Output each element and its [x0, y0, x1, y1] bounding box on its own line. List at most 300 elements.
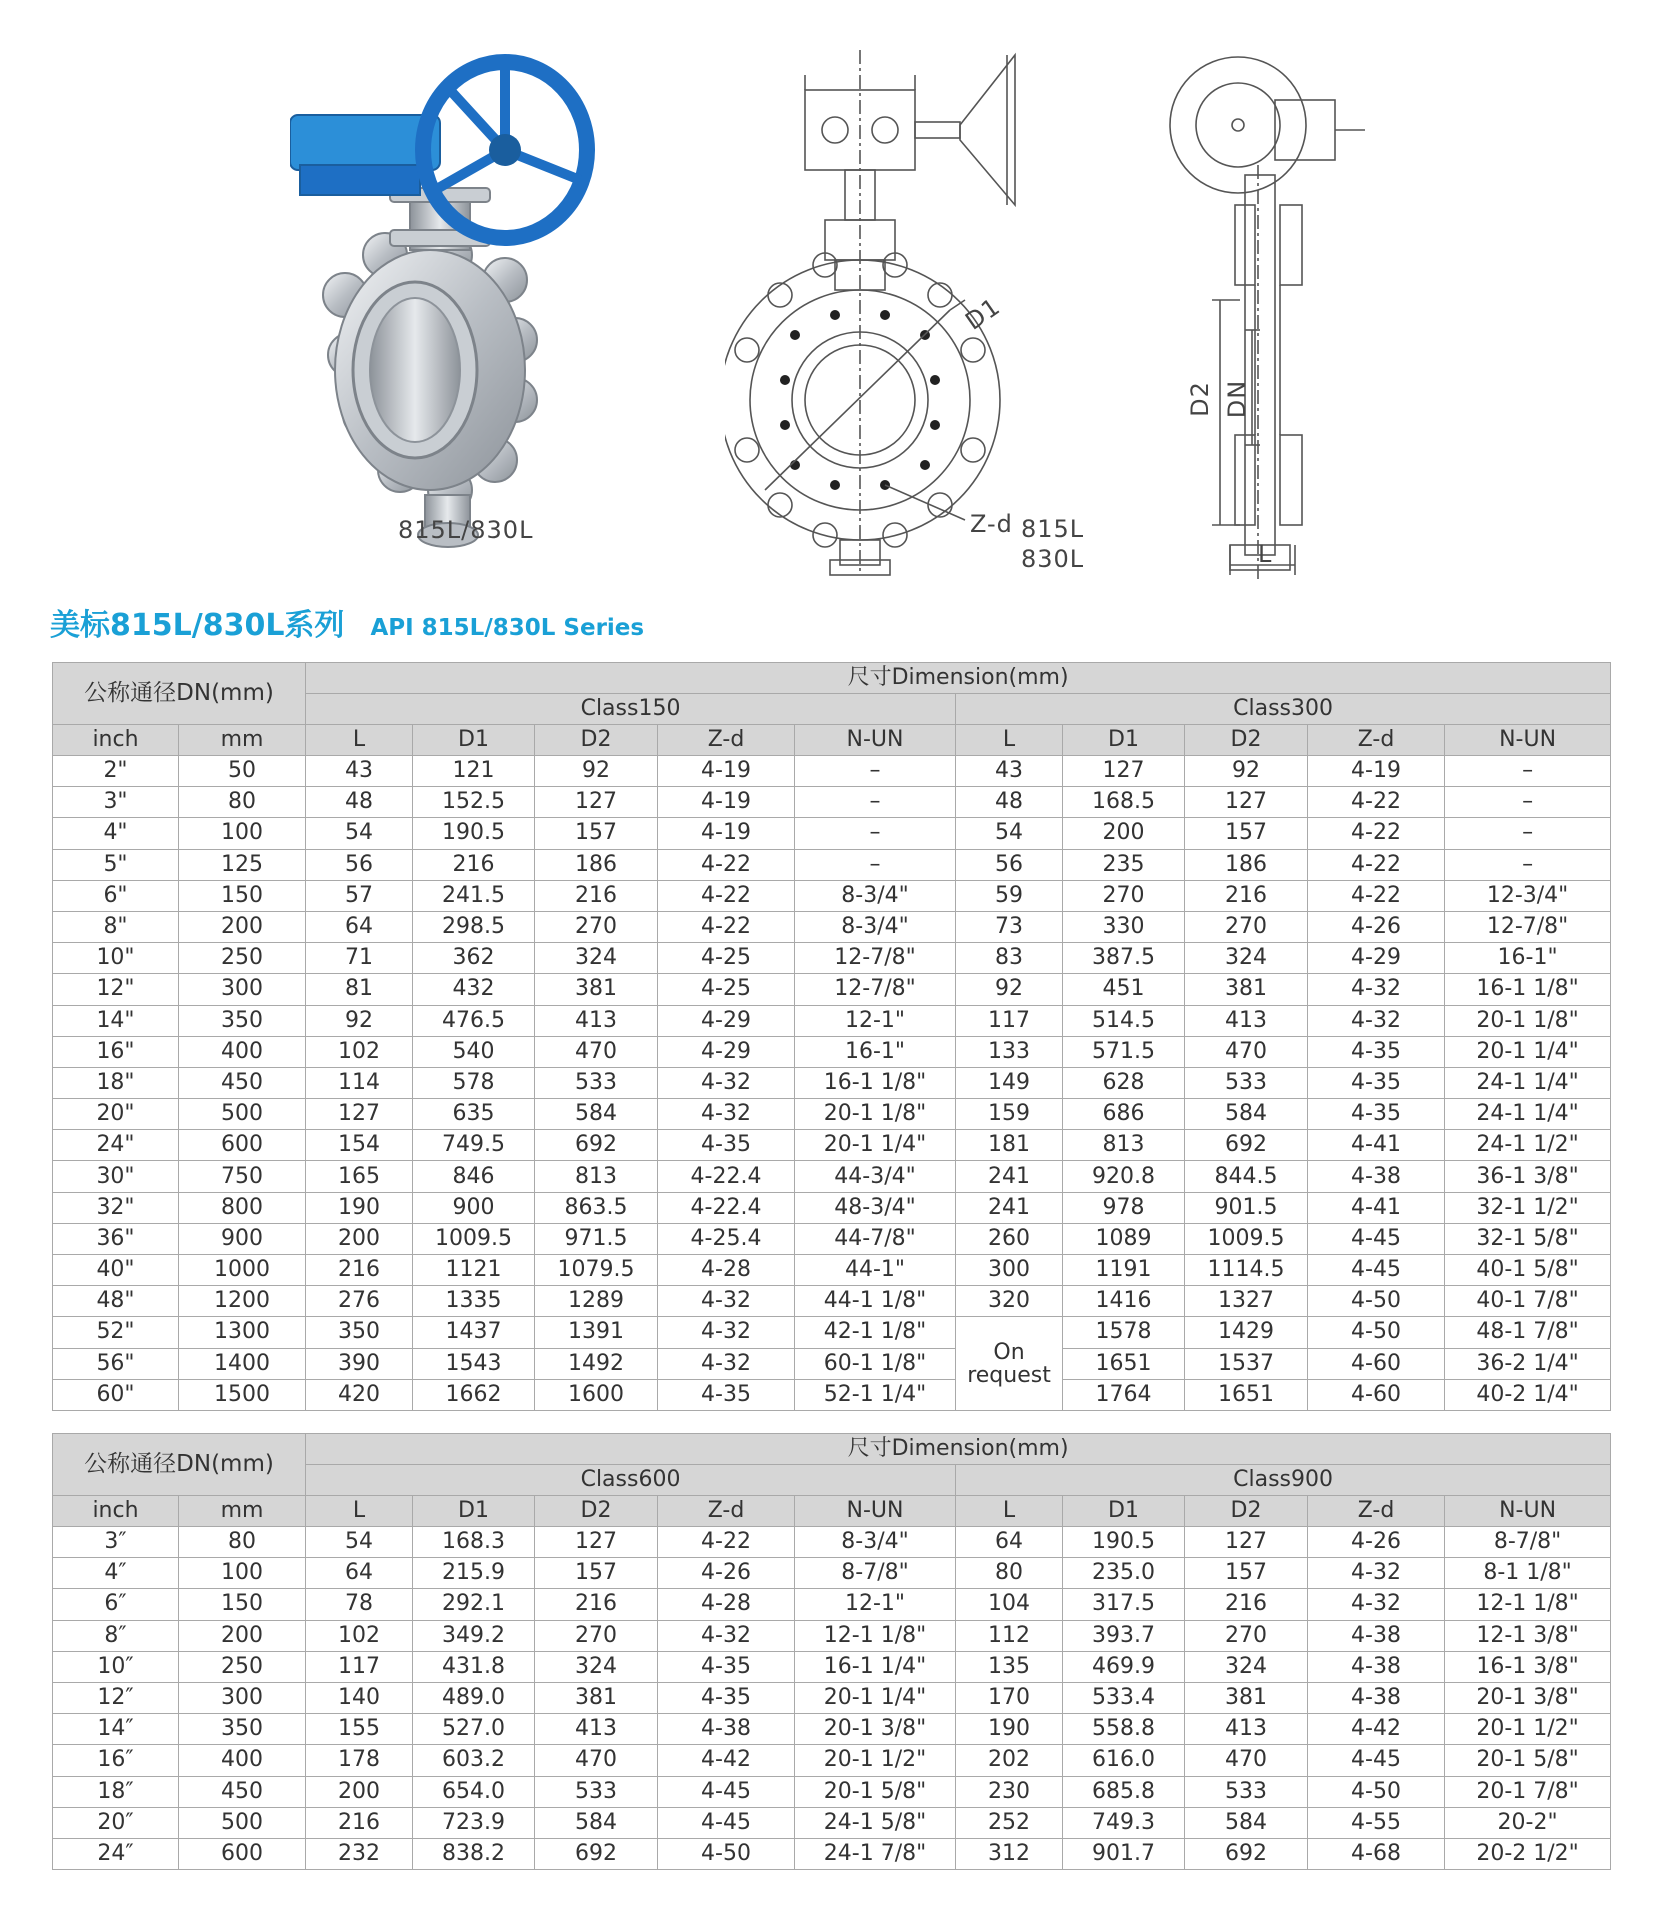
table-cell: 10″	[53, 1651, 179, 1682]
table-cell: 4-45	[1308, 1255, 1445, 1286]
table-cell: 20-1 1/2"	[1445, 1714, 1611, 1745]
table-row	[53, 787, 1611, 818]
table-cell: 125	[179, 849, 306, 880]
table-cell: 558.8	[1063, 1714, 1185, 1745]
table-cell: 324	[1185, 1651, 1308, 1682]
table-cell: –	[795, 818, 956, 849]
table-cell: 540	[413, 1036, 535, 1067]
table-cell: 317.5	[1063, 1589, 1185, 1620]
table-cell: 12-1 3/8"	[1445, 1620, 1611, 1651]
table-cell: –	[1445, 818, 1611, 849]
table-row	[53, 756, 1611, 787]
table-cell: 54	[956, 818, 1063, 849]
table-cell: 362	[413, 943, 535, 974]
table-cell: 54	[306, 818, 413, 849]
table-cell: –	[795, 849, 956, 880]
col-l: L	[956, 725, 1063, 756]
table-cell: 127	[1063, 756, 1185, 787]
table-cell: 4-50	[1308, 1776, 1445, 1807]
table-cell: 4-19	[1308, 756, 1445, 787]
table-cell: 4-22	[1308, 818, 1445, 849]
table-cell: 393.7	[1063, 1620, 1185, 1651]
table-cell: 4-22	[1308, 880, 1445, 911]
table-cell: 16-1 3/8"	[1445, 1651, 1611, 1682]
table-cell: 4-45	[658, 1807, 795, 1838]
table-cell: 2"	[53, 756, 179, 787]
table-cell: 4-32	[658, 1348, 795, 1379]
col-inch: inch	[53, 1496, 179, 1527]
table-cell: 1537	[1185, 1348, 1308, 1379]
table-cell: 1543	[413, 1348, 535, 1379]
table-cell: 150	[179, 880, 306, 911]
table-cell: 8-1 1/8"	[1445, 1558, 1611, 1589]
table-cell: 4-26	[1308, 1527, 1445, 1558]
table-cell: 20-2"	[1445, 1807, 1611, 1838]
table-cell: 4-32	[658, 1317, 795, 1348]
table-cell: 112	[956, 1620, 1063, 1651]
table-cell: 73	[956, 911, 1063, 942]
table-cell: 64	[956, 1527, 1063, 1558]
table-cell: 413	[1185, 1005, 1308, 1036]
table-cell: 190.5	[413, 818, 535, 849]
table-cell: 6"	[53, 880, 179, 911]
table-cell: 12-1 1/8"	[795, 1620, 956, 1651]
table-cell: 300	[179, 1682, 306, 1713]
dn-label: DN	[1223, 379, 1252, 419]
table-cell: 20-1 3/8"	[1445, 1682, 1611, 1713]
table-cell: 20-1 1/8"	[1445, 1005, 1611, 1036]
table-cell: 30"	[53, 1161, 179, 1192]
table-cell: 16-1"	[1445, 943, 1611, 974]
table-row	[53, 1317, 1611, 1348]
table-cell: 330	[1063, 911, 1185, 942]
table-cell: 1009.5	[1185, 1223, 1308, 1254]
col-d2: D2	[1185, 725, 1308, 756]
table-cell: 44-3/4"	[795, 1161, 956, 1192]
table-cell: 190.5	[1063, 1527, 1185, 1558]
table-cell: 750	[179, 1161, 306, 1192]
table-row	[53, 911, 1611, 942]
table-cell: 71	[306, 943, 413, 974]
table-cell: 32"	[53, 1192, 179, 1223]
table-cell: –	[1445, 849, 1611, 880]
table-cell: 52"	[53, 1317, 179, 1348]
table-cell: 216	[535, 880, 658, 911]
table-cell: 64	[306, 1558, 413, 1589]
col-zd: Z-d	[658, 725, 795, 756]
table-cell: 6″	[53, 1589, 179, 1620]
table-cell: 4-45	[1308, 1745, 1445, 1776]
dn-header: 公称通径DN(mm)	[53, 663, 306, 725]
table-cell: 1492	[535, 1348, 658, 1379]
table-cell: 4-38	[1308, 1161, 1445, 1192]
table-cell: 12-1"	[795, 1589, 956, 1620]
table-cell: 48-3/4"	[795, 1192, 956, 1223]
table-cell: 4-32	[658, 1067, 795, 1098]
l-label: L	[1258, 540, 1273, 568]
table-cell: 42-1 1/8"	[795, 1317, 956, 1348]
table-cell: 1300	[179, 1317, 306, 1348]
table-cell: 1079.5	[535, 1255, 658, 1286]
table-cell: 16-1 1/4"	[795, 1651, 956, 1682]
table-row	[53, 974, 1611, 1005]
table-cell: 692	[1185, 1130, 1308, 1161]
table-cell: 190	[956, 1714, 1063, 1745]
table-cell: 390	[306, 1348, 413, 1379]
table-row	[53, 1005, 1611, 1036]
table-cell: 24"	[53, 1130, 179, 1161]
col-nun: N-UN	[795, 725, 956, 756]
table-cell: 36-2 1/4"	[1445, 1348, 1611, 1379]
table-cell: 14″	[53, 1714, 179, 1745]
table-cell: 5"	[53, 849, 179, 880]
table-cell: 4-22	[1308, 787, 1445, 818]
d2-label: D2	[1185, 381, 1214, 417]
table-cell: 4-41	[1308, 1130, 1445, 1161]
table-cell: 4-32	[658, 1099, 795, 1130]
table-cell: 157	[535, 818, 658, 849]
table-cell: 431.8	[413, 1651, 535, 1682]
table-cell: 250	[179, 943, 306, 974]
table-cell: 4-32	[1308, 1005, 1445, 1036]
table-cell: 1578	[1063, 1317, 1185, 1348]
table-row	[53, 1807, 1611, 1838]
table-cell: 749.5	[413, 1130, 535, 1161]
table-cell: 154	[306, 1130, 413, 1161]
table-cell: 533.4	[1063, 1682, 1185, 1713]
table-cell: 387.5	[1063, 943, 1185, 974]
table-cell: 8"	[53, 911, 179, 942]
table-cell: 4-22	[658, 1527, 795, 1558]
table-cell: 324	[535, 943, 658, 974]
table-cell: 216	[1185, 880, 1308, 911]
col-d1: D1	[413, 1496, 535, 1527]
table-cell: 20-1 1/4"	[795, 1682, 956, 1713]
table-cell: 200	[179, 911, 306, 942]
table-cell: 1121	[413, 1255, 535, 1286]
table-row	[53, 1099, 1611, 1130]
table-cell: 1191	[1063, 1255, 1185, 1286]
table-cell: 584	[535, 1099, 658, 1130]
table-cell: 44-1"	[795, 1255, 956, 1286]
table-cell: 500	[179, 1807, 306, 1838]
table-cell: 1009.5	[413, 1223, 535, 1254]
table-cell: 36-1 3/8"	[1445, 1161, 1611, 1192]
product-figures	[0, 0, 1654, 590]
table-cell: 24-1 1/2"	[1445, 1130, 1611, 1161]
table-cell: 470	[1185, 1036, 1308, 1067]
table-cell: 4-50	[658, 1838, 795, 1869]
table-cell: 584	[535, 1807, 658, 1838]
table-cell: 40-1 7/8"	[1445, 1286, 1611, 1317]
table-cell: 190	[306, 1192, 413, 1223]
table-cell: 320	[956, 1286, 1063, 1317]
table-cell: 178	[306, 1745, 413, 1776]
table-cell: 59	[956, 880, 1063, 911]
table-cell: 4-38	[658, 1714, 795, 1745]
table-cell: 1764	[1063, 1379, 1185, 1410]
table-cell: 971.5	[535, 1223, 658, 1254]
table-cell: 381	[535, 1682, 658, 1713]
table-cell: 12-1"	[795, 1005, 956, 1036]
model-label-815l: 815L	[1021, 515, 1085, 543]
table-cell: 500	[179, 1099, 306, 1130]
table-cell: 4-19	[658, 756, 795, 787]
table-cell: 12"	[53, 974, 179, 1005]
table-cell: 4-29	[1308, 943, 1445, 974]
col-d2: D2	[535, 725, 658, 756]
table-cell: 451	[1063, 974, 1185, 1005]
table-cell: 186	[1185, 849, 1308, 880]
table-cell: 32-1 5/8"	[1445, 1223, 1611, 1254]
table-cell: 135	[956, 1651, 1063, 1682]
table-cell: 157	[1185, 818, 1308, 849]
table-cell: 20-1 1/4"	[1445, 1036, 1611, 1067]
table-cell: 533	[535, 1776, 658, 1807]
table-cell: 533	[535, 1067, 658, 1098]
table-cell: 600	[179, 1838, 306, 1869]
table-cell: 50	[179, 756, 306, 787]
table-cell: 4-22	[658, 849, 795, 880]
table-cell: 571.5	[1063, 1036, 1185, 1067]
table-cell: 838.2	[413, 1838, 535, 1869]
table-cell: 200	[306, 1223, 413, 1254]
table-cell: 104	[956, 1589, 1063, 1620]
table-cell: 901.5	[1185, 1192, 1308, 1223]
table-cell: 270	[535, 911, 658, 942]
table-row	[53, 1838, 1611, 1869]
table-cell: 8″	[53, 1620, 179, 1651]
table-cell: 20-1 7/8"	[1445, 1776, 1611, 1807]
table-row	[53, 818, 1611, 849]
table-cell: 241	[956, 1192, 1063, 1223]
dn-header: 公称通径DN(mm)	[53, 1434, 306, 1496]
table-cell: 20"	[53, 1099, 179, 1130]
table-cell: 692	[535, 1130, 658, 1161]
table-cell: 846	[413, 1161, 535, 1192]
table-cell: 4-60	[1308, 1379, 1445, 1410]
col-d1: D1	[1063, 725, 1185, 756]
table-cell: 4-41	[1308, 1192, 1445, 1223]
table-cell: 133	[956, 1036, 1063, 1067]
table-cell: 32-1 1/2"	[1445, 1192, 1611, 1223]
table-row	[53, 1286, 1611, 1317]
col-l: L	[306, 1496, 413, 1527]
table-cell: 692	[1185, 1838, 1308, 1869]
table-cell: 413	[535, 1714, 658, 1745]
table-cell: 533	[1185, 1067, 1308, 1098]
table-cell: 18"	[53, 1067, 179, 1098]
dimension-header: 尺寸Dimension(mm)	[306, 1434, 1611, 1465]
table-cell: 1089	[1063, 1223, 1185, 1254]
table-row	[53, 1130, 1611, 1161]
table-cell: 8-7/8"	[1445, 1527, 1611, 1558]
table-cell: 48	[306, 787, 413, 818]
table-cell: 4-35	[658, 1379, 795, 1410]
table-cell: 24-1 1/4"	[1445, 1067, 1611, 1098]
table-cell: 202	[956, 1745, 1063, 1776]
table-row	[53, 1682, 1611, 1713]
table-row	[53, 1714, 1611, 1745]
table-cell: 635	[413, 1099, 535, 1130]
table-cell: 4-35	[1308, 1067, 1445, 1098]
table-row	[53, 1036, 1611, 1067]
column-header-row	[53, 725, 1611, 756]
table-row	[53, 1255, 1611, 1286]
table-cell: 241	[956, 1161, 1063, 1192]
table-cell: 8-3/4"	[795, 1527, 956, 1558]
table-cell: 350	[179, 1005, 306, 1036]
table-cell: 270	[1185, 911, 1308, 942]
table-cell: 157	[535, 1558, 658, 1589]
dimension-table-class600-900	[52, 1433, 1611, 1870]
table-cell: 4-35	[658, 1682, 795, 1713]
table-row	[53, 943, 1611, 974]
table-cell: 54	[306, 1527, 413, 1558]
series-title-en: API 815L/830L Series	[370, 615, 645, 641]
table-cell: 292.1	[413, 1589, 535, 1620]
table-cell: 4-25.4	[658, 1223, 795, 1254]
table-cell: 413	[535, 1005, 658, 1036]
table-cell: 800	[179, 1192, 306, 1223]
table-cell: 170	[956, 1682, 1063, 1713]
table-cell: 20-2 1/2"	[1445, 1838, 1611, 1869]
table-cell: 8-7/8"	[795, 1558, 956, 1589]
table-cell: 252	[956, 1807, 1063, 1838]
table-cell: 4-32	[658, 1620, 795, 1651]
table-cell: 4-38	[1308, 1620, 1445, 1651]
table-cell: 44-1 1/8"	[795, 1286, 956, 1317]
table-cell: 4-38	[1308, 1682, 1445, 1713]
table-cell: 270	[1063, 880, 1185, 911]
table-cell: 381	[535, 974, 658, 1005]
table-cell: 432	[413, 974, 535, 1005]
table-cell: 186	[535, 849, 658, 880]
table-cell: 260	[956, 1223, 1063, 1254]
table-cell: 533	[1185, 1776, 1308, 1807]
col-zd: Z-d	[658, 1496, 795, 1527]
table-cell: 1662	[413, 1379, 535, 1410]
table-cell: 159	[956, 1099, 1063, 1130]
table-cell: 469.9	[1063, 1651, 1185, 1682]
table-cell: 150	[179, 1589, 306, 1620]
table-cell: 3"	[53, 787, 179, 818]
table-cell: 16″	[53, 1745, 179, 1776]
table-cell: 4"	[53, 818, 179, 849]
table-cell: 4-50	[1308, 1286, 1445, 1317]
table-cell: 60-1 1/8"	[795, 1348, 956, 1379]
table-cell: 1416	[1063, 1286, 1185, 1317]
table-cell: 102	[306, 1620, 413, 1651]
table-cell: 127	[1185, 787, 1308, 818]
table-cell: 400	[179, 1036, 306, 1067]
on-request-cell: On request	[956, 1317, 1063, 1411]
col-d1: D1	[413, 725, 535, 756]
col-mm: mm	[179, 725, 306, 756]
table-cell: 12-7/8"	[795, 943, 956, 974]
table-cell: 4-35	[1308, 1099, 1445, 1130]
series-title	[50, 600, 644, 644]
table-cell: 900	[179, 1223, 306, 1254]
table-cell: 250	[179, 1651, 306, 1682]
table-cell: 57	[306, 880, 413, 911]
table-cell: 40-2 1/4"	[1445, 1379, 1611, 1410]
table-row	[53, 1651, 1611, 1682]
table-cell: 692	[535, 1838, 658, 1869]
table-cell: 686	[1063, 1099, 1185, 1130]
table-cell: –	[1445, 787, 1611, 818]
table-cell: 1400	[179, 1348, 306, 1379]
table-cell: 514.5	[1063, 1005, 1185, 1036]
table-cell: 8-3/4"	[795, 911, 956, 942]
table-row	[53, 1776, 1611, 1807]
table-cell: 14"	[53, 1005, 179, 1036]
table-cell: 181	[956, 1130, 1063, 1161]
table-row	[53, 1558, 1611, 1589]
d1-label: D1	[960, 292, 1006, 336]
table-cell: 44-7/8"	[795, 1223, 956, 1254]
table-cell: 1114.5	[1185, 1255, 1308, 1286]
table-cell: 81	[306, 974, 413, 1005]
table-cell: 48-1 7/8"	[1445, 1317, 1611, 1348]
valve-photo	[290, 40, 620, 560]
table-cell: 584	[1185, 1099, 1308, 1130]
table-cell: 381	[1185, 1682, 1308, 1713]
table-cell: 400	[179, 1745, 306, 1776]
table-cell: 312	[956, 1838, 1063, 1869]
table-cell: 117	[306, 1651, 413, 1682]
table-cell: –	[795, 756, 956, 787]
table-cell: 157	[1185, 1558, 1308, 1589]
column-header-row	[53, 1496, 1611, 1527]
table-cell: 12″	[53, 1682, 179, 1713]
table-cell: 324	[535, 1651, 658, 1682]
table-cell: 1651	[1063, 1348, 1185, 1379]
table-cell: 20-1 1/4"	[795, 1130, 956, 1161]
table-cell: 20-1 3/8"	[795, 1714, 956, 1745]
table-cell: 92	[956, 974, 1063, 1005]
table-cell: 4-35	[1308, 1036, 1445, 1067]
table-cell: 470	[1185, 1745, 1308, 1776]
table-cell: 48	[956, 787, 1063, 818]
table-cell: 149	[956, 1067, 1063, 1098]
table-cell: 235	[1063, 849, 1185, 880]
table-cell: 685.8	[1063, 1776, 1185, 1807]
table-cell: 4-26	[1308, 911, 1445, 942]
table-cell: 578	[413, 1067, 535, 1098]
table-cell: 4-22	[658, 911, 795, 942]
table-cell: –	[1445, 756, 1611, 787]
table-cell: 813	[1063, 1130, 1185, 1161]
table-cell: 92	[535, 756, 658, 787]
table-cell: 121	[413, 756, 535, 787]
table-cell: 270	[1185, 1620, 1308, 1651]
table-cell: 60"	[53, 1379, 179, 1410]
class-b-header: Class900	[956, 1465, 1611, 1496]
dimension-table-class150-300	[52, 662, 1611, 1411]
table-cell: 628	[1063, 1067, 1185, 1098]
table-cell: 12-7/8"	[1445, 911, 1611, 942]
table-cell: 350	[179, 1714, 306, 1745]
table-cell: 24-1 1/4"	[1445, 1099, 1611, 1130]
table-cell: 4-22.4	[658, 1192, 795, 1223]
table-cell: 4-35	[658, 1651, 795, 1682]
dimension-header: 尺寸Dimension(mm)	[306, 663, 1611, 694]
table-cell: 20″	[53, 1807, 179, 1838]
col-d2: D2	[1185, 1496, 1308, 1527]
table-cell: 1200	[179, 1286, 306, 1317]
table-cell: 20-1 5/8"	[795, 1776, 956, 1807]
